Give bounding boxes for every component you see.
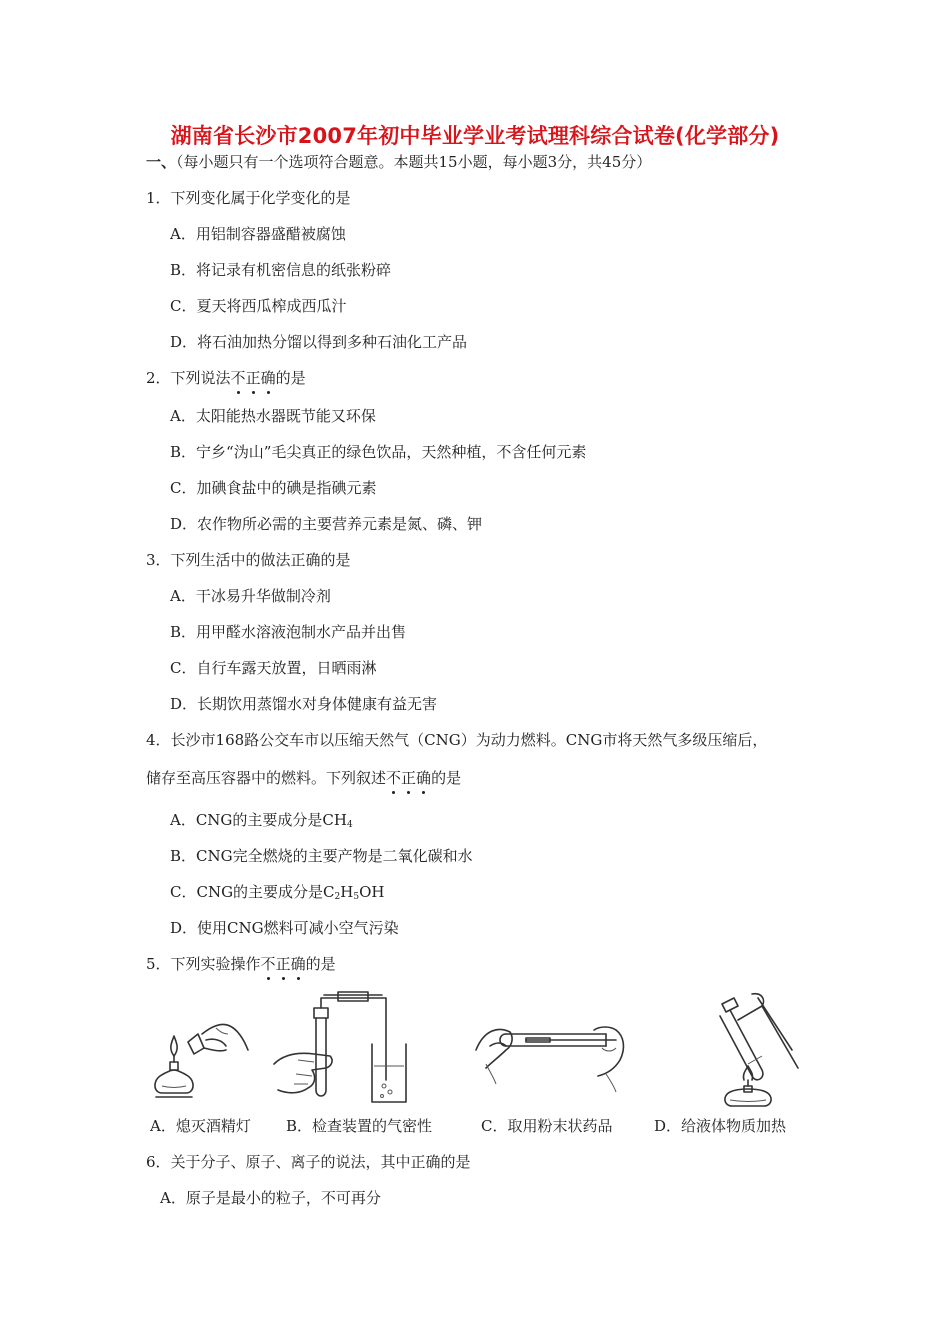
airtightness-apparatus-icon: [268, 990, 420, 1110]
stem-text: 的是: [431, 769, 462, 787]
emphasis-char: 不: [386, 769, 402, 787]
stem-text: 的是: [275, 369, 306, 387]
section-instruction: （每小题只有一个选项符合题意。本题共15小题，每小题3分，共45分）: [176, 153, 652, 171]
option-text: A．CNG的主要成分是CH: [170, 811, 347, 829]
question-6-stem: 6．关于分子、原子、离子的说法，其中正确的是: [146, 1153, 471, 1171]
figure-d-caption: D．给液体物质加热: [654, 1117, 787, 1135]
stem-text: 储存至高压容器中的燃料。下列叙述: [146, 769, 387, 787]
question-2-stem: [146, 368, 306, 388]
emphasis-char: 不: [260, 955, 276, 973]
alcohol-lamp-icon: [146, 990, 258, 1110]
question-5-stem: [146, 954, 336, 974]
question-3-option-b: B．用甲醛水溶液泡制水产品并出售: [170, 623, 407, 641]
subscript: 5: [353, 892, 360, 902]
question-1-stem: 1．下列变化属于化学变化的是: [146, 189, 351, 207]
question-4-option-c: [170, 882, 385, 907]
figure-b-caption: B．检查装置的气密性: [286, 1117, 433, 1135]
option-text: C．CNG的主要成分是C: [170, 883, 335, 901]
option-text: OH: [359, 883, 385, 901]
question-4-stem-line1: 4．长沙市168路公交车市以压缩天然气（CNG）为动力燃料。CNG市将天然气多级压缩后，: [146, 731, 768, 749]
section-heading: [146, 152, 651, 172]
stem-text: 5．下列实验操作: [146, 955, 261, 973]
subscript: 2: [334, 892, 341, 902]
option-text: H: [340, 883, 354, 901]
question-3-option-d: D．长期饮用蒸馏水对身体健康有益无害: [170, 695, 438, 713]
question-2-option-c: C．加碘食盐中的碘是指碘元素: [170, 479, 377, 497]
question-1-option-d: D．将石油加热分馏以得到多种石油化工产品: [170, 333, 468, 351]
question-3-stem: 3．下列生活中的做法正确的是: [146, 551, 351, 569]
question-4-option-a: [170, 810, 353, 835]
emphasis-char: 正: [275, 955, 291, 973]
emphasis-char: 不: [230, 369, 246, 387]
heating-test-tube-icon: [692, 990, 812, 1110]
page-title: 湖南省长沙市2007年初中毕业学业考试理科综合试卷(化学部分): [170, 124, 780, 148]
emphasis-char: 确: [290, 955, 306, 973]
question-4-option-d: D．使用CNG燃料可减小空气污染: [170, 919, 399, 937]
question-3-option-c: C．自行车露天放置，日晒雨淋: [170, 659, 377, 677]
question-6-option-a: A．原子是最小的粒子，不可再分: [160, 1189, 381, 1207]
question-1-option-c: C．夏天将西瓜榨成西瓜汁: [170, 297, 347, 315]
emphasis-char: 确: [260, 369, 276, 387]
stem-text: 的是: [305, 955, 336, 973]
subscript: 4: [346, 820, 353, 830]
section-number: 一、: [146, 153, 177, 171]
figure-a-caption: A．熄灭酒精灯: [150, 1117, 251, 1135]
emphasis-char: 正: [245, 369, 261, 387]
question-1-option-a: A．用铝制容器盛醋被腐蚀: [170, 225, 346, 243]
emphasis-char: 正: [401, 769, 417, 787]
question-2-option-d: D．农作物所必需的主要营养元素是氮、磷、钾: [170, 515, 483, 533]
question-1-option-b: B．将记录有机密信息的纸张粉碎: [170, 261, 392, 279]
question-3-option-a: A．干冰易升华做制冷剂: [170, 587, 331, 605]
question-4-stem-line2: [146, 768, 461, 788]
question-2-option-a: A．太阳能热水器既节能又环保: [170, 407, 376, 425]
question-4-option-b: B．CNG完全燃烧的主要产物是二氧化碳和水: [170, 847, 473, 865]
question-2-option-b: B．宁乡“沩山”毛尖真正的绿色饮品，天然种植，不含任何元素: [170, 443, 587, 461]
emphasis-char: 确: [416, 769, 432, 787]
test-tube-powder-icon: [466, 990, 632, 1110]
stem-text: 2．下列说法: [146, 369, 231, 387]
figure-c-caption: C．取用粉末状药品: [481, 1117, 613, 1135]
